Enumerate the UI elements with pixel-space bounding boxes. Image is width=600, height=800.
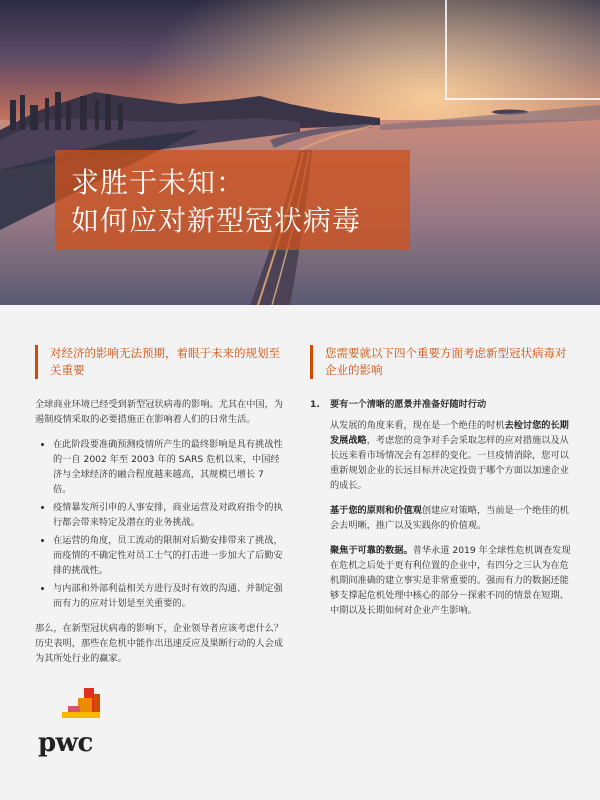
title-box — [55, 150, 410, 250]
numbered-item-title — [310, 397, 572, 412]
bullet-item: • 与内部和外部利益相关方进行及时有效的沟通、并制定强而有力的应对计划是至关重要的。 — [53, 581, 285, 611]
left-column — [35, 345, 285, 676]
bullet-item: • 在运营的角度，员工流动的限制对后勤安排带来了挑战，而疫情的不确定性对员工士气的打击进一步加大了后勤安排的挑战性。 — [53, 533, 285, 578]
title-line-2: 如何应对新型冠状病毒 — [71, 204, 362, 237]
pwc-logo-mark — [38, 688, 128, 728]
left-bullet-list — [35, 437, 285, 611]
right-column — [310, 345, 572, 628]
pwc-logo-text: pwc — [38, 728, 93, 758]
item-number: 1. — [310, 399, 320, 410]
right-paragraph-1: 从发展的角度来看，现在是一个绝佳的时机去检讨您的长期发展战略，考虑您的竞争对手会采取怎样的应对措施以及从长远来看市场情况会有怎样的变化。一旦疫情消除，您可以重新规划企业的长远目标并决定投资于哪个方面以加速企业的成长。 — [330, 420, 569, 491]
item-title: 要有一个清晰的愿景并准备好随时行动 — [330, 399, 487, 410]
left-closing: 那么，在新型冠状病毒的影响下，企业领导者应该考虑什么？ 历史表明，那些在危机中能作出迅速反应及果断行动的人会成为其所处行业的赢家。 — [35, 623, 284, 664]
hero-image — [0, 0, 600, 305]
title-line-1: 求胜于未知： — [71, 166, 246, 199]
bullet-item: • 在此阶段要准确预测疫情所产生的最终影响是具有挑战性的一自 2002 年至 2003 年的 SARS 危机以来，中国经济与全球经济的融合程度越来越高，其规模已增长 7 倍。 — [53, 437, 285, 497]
right-paragraph-2: 基于您的原则和价值观创建应对策略，当前是一个绝佳的机会去明晰，推广以及实践你的价值观。 — [330, 505, 569, 531]
frame-line-horizontal — [445, 98, 600, 100]
left-intro: 全球商业环境已经受到新型冠状病毒的影响。尤其在中国，为遏制疫情采取的必要措施正在影响着人们的日常生活。 — [35, 399, 284, 425]
frame-line-vertical — [445, 0, 447, 100]
left-heading: 对经济的影响无法预期，着眼于未来的规划至关重要 — [35, 345, 285, 379]
item-body — [310, 418, 572, 618]
right-paragraph-3: 聚焦于可靠的数据。普华永道 2019 年全球性危机调查发现在危机之后处于更有利位置的企业中，有四分之三认为在危机期间准确的建立事实是非常重要的。强而有力的数据还能够支撑起危机处理中核心的部分－探索不同的情景在短期、中期以及长期如何对企业产生影响。 — [330, 545, 571, 616]
pwc-logo — [38, 688, 128, 763]
bullet-item: • 疫情暴发所引申的人事安排，商业运营及对政府指令的执行都会带来特定及潜在的业务挑战。 — [53, 500, 285, 530]
right-heading: 您需要就以下四个重要方面考虑新型冠状病毒对企业的影响 — [310, 345, 572, 379]
